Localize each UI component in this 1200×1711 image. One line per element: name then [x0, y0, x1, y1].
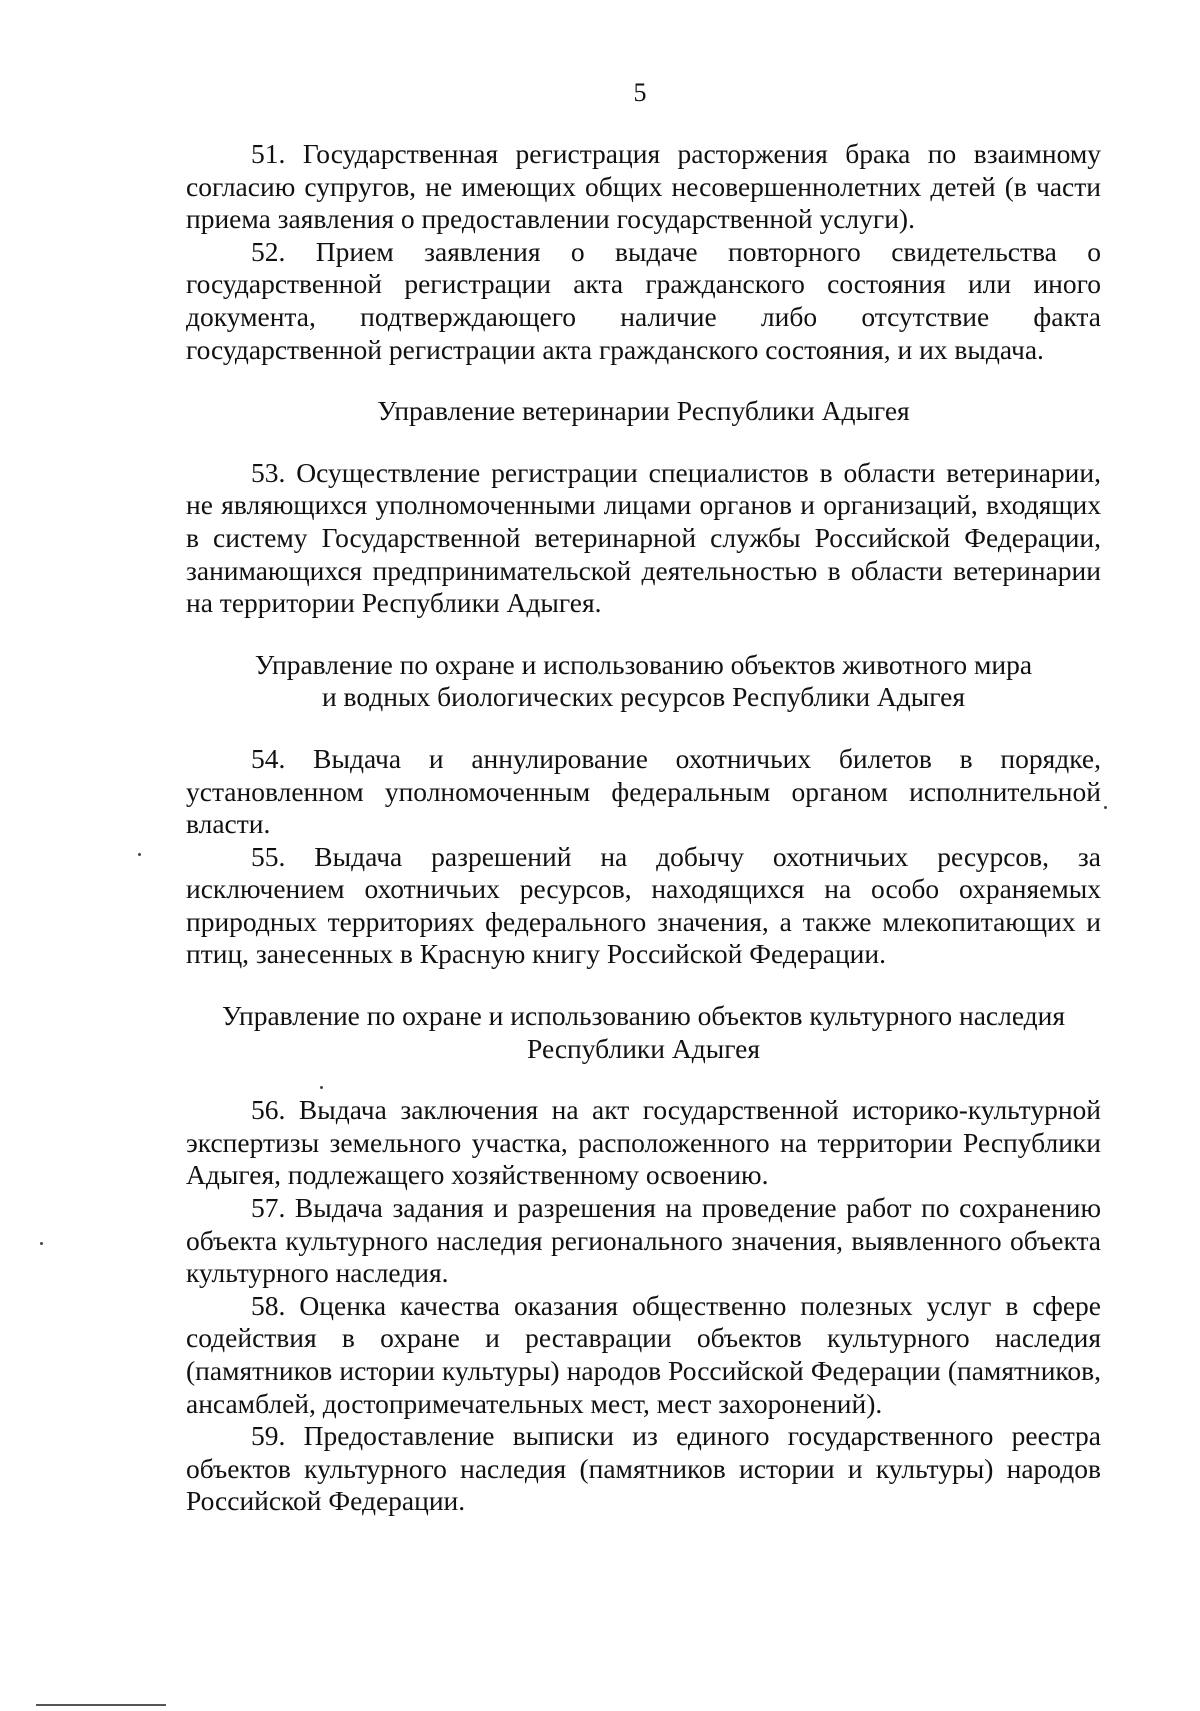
paragraph-52: 52. Прием заявления о выдаче повторного свидетельства о государственной регистрации акта гражданского состояния или иного документа, подтверждающего наличие либо отсутствие факта государственной регистрации акта гражданского состояния, и их выдача. — [186, 235, 1101, 365]
paragraph-59: 59. Предоставление выписки из единого государственного реестра объектов культурного наследия (памятников истории и культуры) народов Российской Федерации. — [186, 1420, 1101, 1517]
paragraph-51: 51. Государственная регистрация расторжения брака по взаимному согласию супругов, не имеющих общих несовершеннолетних детей (в части приема заявления о предоставлении государственной услуги). — [186, 138, 1101, 235]
section-heading-veterinary: Управление ветеринарии Республики Адыгея — [377, 395, 910, 427]
scan-speck — [138, 853, 141, 856]
section-heading-cultural-heritage-line-1: Управление по охране и использованию объектов культурного наследия — [221, 1000, 1066, 1032]
section-heading-wildlife — [186, 649, 1101, 714]
page-number: 5 — [633, 78, 647, 107]
scan-speck — [40, 1242, 43, 1245]
scan-speck — [320, 1086, 323, 1089]
paragraph-53: 53. Осуществление регистрации специалистов в области ветеринарии, не являющихся уполномоченными лицами органов и организаций, входящих в систему Государственной ветеринарной службы Российской Федерации, занимающихся предпринимательской деятельностью в области ветеринарии на территории Республики Адыгея. — [186, 456, 1101, 619]
paragraph-55: 55. Выдача разрешений на добычу охотничьих ресурсов, за исключением охотничьих ресурсов, находящихся на особо охраняемых природных территориях федерального значения, а также млекопитающих и птиц, занесенных в Красную книгу Российской Федерации. — [186, 840, 1101, 970]
section-heading-wildlife-line-1: Управление по охране и использованию объектов животного мира — [254, 648, 1033, 680]
document-body — [186, 138, 1101, 1518]
scan-edge-line — [36, 1704, 166, 1706]
paragraph-58: 58. Оценка качества оказания общественно полезных услуг в сфере содействия в охране и реставрации объектов культурного наследия (памятников истории культуры) народов Российской Федерации (памятников, ансамблей, достопримечательных мест, мест захоронений). — [186, 1289, 1101, 1419]
section-heading-cultural-heritage — [186, 1000, 1101, 1065]
section-heading-wildlife-line-2: и водных биологических ресурсов Республики Адыгея — [321, 681, 966, 713]
paragraph-54: 54. Выдача и аннулирование охотничьих билетов в порядке, установленном уполномоченным федеральным органом исполнительной власти. — [186, 742, 1101, 840]
section-heading-cultural-heritage-line-2: Республики Адыгея — [527, 1032, 760, 1064]
scan-speck — [1104, 806, 1107, 809]
paragraph-56: 56. Выдача заключения на акт государственной историко-культурной экспертизы земельного участка, расположенного на территории Республики Адыгея, подлежащего хозяйственному освоению. — [186, 1094, 1101, 1191]
paragraph-57: 57. Выдача задания и разрешения на проведение работ по сохранению объекта культурного наследия регионального значения, выявленного объекта культурного наследия. — [186, 1192, 1101, 1289]
